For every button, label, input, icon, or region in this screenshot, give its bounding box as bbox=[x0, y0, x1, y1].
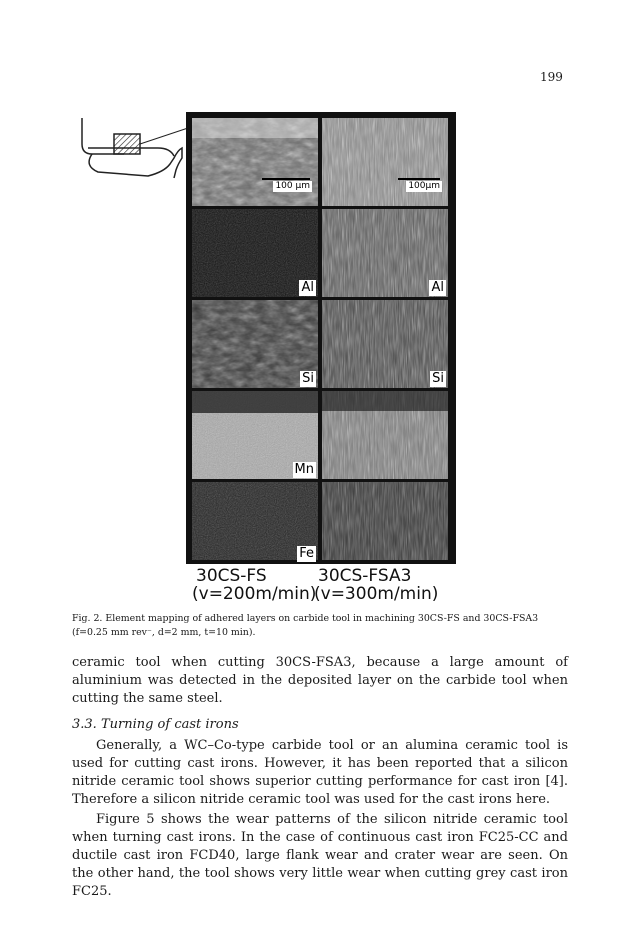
map-fe-col1 bbox=[192, 482, 318, 570]
map-mn-col1 bbox=[192, 391, 318, 479]
paragraph-1: ceramic tool when cutting 30CS-FSA3, because a large amount of aluminium was detected in the deposited layer on the carbide tool when cutting the same steel. bbox=[72, 655, 568, 706]
map-si-col1 bbox=[192, 300, 318, 388]
label-al-col1: Al bbox=[301, 280, 314, 295]
sem-image-30cs-fsa3 bbox=[322, 118, 448, 206]
map-mn-col2 bbox=[322, 391, 448, 479]
paragraph-3: Figure 5 shows the wear patterns of the silicon nitride ceramic tool when turning cast irons. In the case of continuous cast iron FC25-CC and ductile cast iron FCD40, large flank wear and crater wear are seen. On the other hand, the tool shows very little wear when cutting grey cast iron FC25. bbox=[72, 812, 568, 899]
paragraph-2: Generally, a WC–Co-type carbide tool or an alumina ceramic tool is used for cutting cast irons. However, it has been reported that a silicon nitride ceramic tool shows superior cutting performance for cast iron [4]. Therefore a silicon nitride ceramic tool was used for the cast irons here. bbox=[72, 738, 568, 807]
col1-speed: (v=200m/min) bbox=[192, 584, 317, 604]
label-si-col1: Si bbox=[302, 371, 314, 386]
scale-label-col2: 100μm bbox=[408, 181, 440, 191]
label-si-col2: Si bbox=[432, 371, 444, 386]
element-mapping-figure bbox=[186, 112, 456, 564]
map-al-col1 bbox=[192, 209, 318, 297]
label-mn-col1: Mn bbox=[294, 462, 314, 477]
page-number: 199 bbox=[540, 70, 563, 84]
map-al-col2 bbox=[322, 209, 448, 297]
label-al-col2: Al bbox=[431, 280, 444, 295]
map-fe-col2 bbox=[322, 482, 448, 570]
scale-label-col1: 100 μm bbox=[275, 181, 310, 191]
label-fe-col1: Fe bbox=[299, 546, 314, 561]
map-si-col2 bbox=[322, 300, 448, 388]
figure-caption: Fig. 2. Element mapping of adhered layers on carbide tool in machining 30CS-FS and 30CS-FSA3 (f=0.25 mm rev⁻, d=2 mm, t=10 min). bbox=[72, 613, 539, 638]
col2-title: 30CS-FSA3 bbox=[318, 566, 412, 586]
col2-speed: (v=300m/min) bbox=[314, 584, 439, 604]
col1-title: 30CS-FS bbox=[196, 566, 267, 586]
section-heading: 3.3. Turning of cast irons bbox=[72, 717, 239, 732]
tool-schematic-icon bbox=[78, 114, 190, 184]
sem-image-30cs-fs bbox=[192, 118, 318, 206]
